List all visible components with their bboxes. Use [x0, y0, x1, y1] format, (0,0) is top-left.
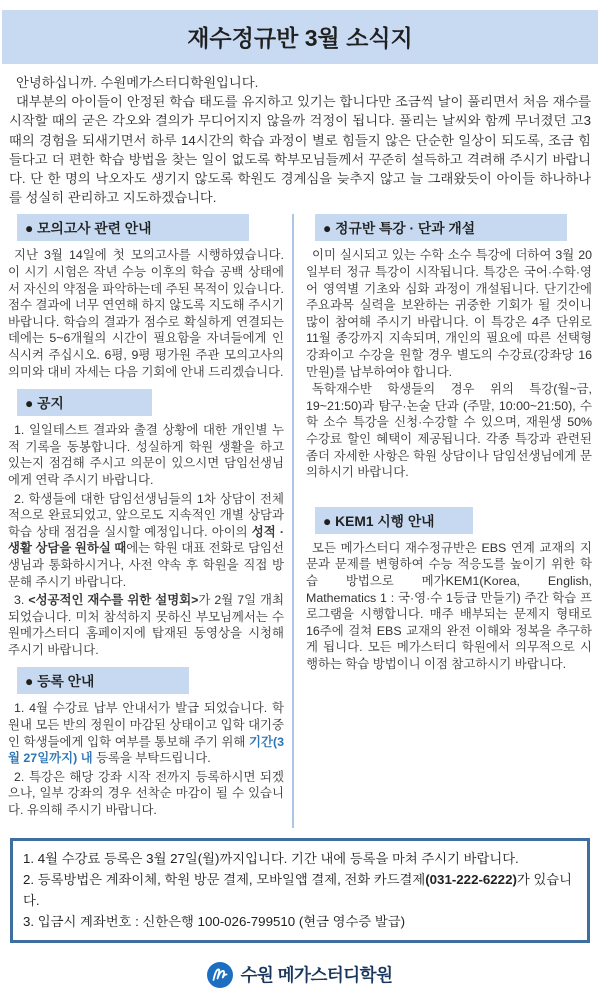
registration-heading: ● 등록 안내 [17, 667, 189, 694]
mock-exam-body: 지난 3월 14일에 첫 모의고사를 시행하였습니다. 이 시기 시험은 작년 수능 이후의 학습 공백 상태에서 자신의 약점을 파악하는데 주된 목적이 있습니다. 점수 결과에 너무 연연해 하지 않도록 지도해 주시기 바랍니다. 학습의 결과가 점수로 확실하게 연결되는 데에는 5~6개월의 시간이 필요함을 자녀들에게 인식시켜 주십시오. 6평, 9평 평가원 주관 모의고사의 의미와 대비 자세는 다음 기회에 안내 드리겠습니다. [8, 248, 284, 379]
notice-heading: ● 공지 [17, 389, 152, 416]
notice-item-1: 1. 일일테스트 결과와 출결 상황에 대한 개인별 누적 기록을 동봉합니다. 성실하게 학원 생활을 하고 있는지 점검해 주시고 의문이 있으시면 담임선생님에게 연락 주시기 바랍니다. [8, 423, 284, 487]
content-columns [8, 214, 592, 827]
left-column [8, 214, 292, 827]
mock-exam-heading: ● 모의고사 관련 안내 [17, 214, 249, 241]
footer [0, 962, 600, 988]
mock-exam-section [8, 214, 284, 380]
notice-item-3: 3. <성공적인 재수를 위한 설명회>가 2월 7일 개최되었습니다. 미처 참석하지 못하신 부모님께서는 수원메가스터디 홈페이지에 탑재된 동영상을 시청해 주시기 바랍니다. [8, 593, 284, 657]
notice-section [8, 389, 284, 658]
notice-item-2: 2. 학생들에 대한 담임선생님들의 1차 상담이 전체적으로 완료되었고, 앞으로도 지속적인 개별 상담과 학습 상태 점검을 실시할 예정입니다. 아이의 성적 · 생활 상담을 원하실 때에는 학원 대표 전화로 담임선생님과 통화하시거나, 사전 약속 후 학원을 직접 방문해 주시기 바랍니다. [8, 491, 284, 589]
intro-paragraph: 대부분의 아이들이 안정된 학습 태도를 유지하고 있기는 합니다만 조금씩 날이 풀리면서 처음 재수를 시작할 때의 굳은 각오와 결의가 무디어지지 않을까 걱정이 됩니다. 풀리는 날씨와 함께 무너졌던 고3때의 경험을 되새기면서 하루 14시간의 학습 과정이 별로 힘들지 않은 단순한 일상이 되도록, 조금 힘들다고 더 편한 학습 방법을 찾는 일이 없도록 학부모님들께서 꾸준히 설득하고 격려해 주시기 바랍니다. 단 한 명의 낙오자도 생기지 않도록 학원도 경계심을 늦추지 않고 늘 그래왔듯이 아이들 하나하나를 성실히 관리하고 지도하겠습니다. [9, 94, 591, 206]
payment-line-1: 1. 4월 수강료 등록은 3월 27일(월)까지입니다. 기간 내에 등록을 마쳐 주시기 바랍니다. [23, 850, 519, 866]
registration-section [8, 667, 284, 818]
greeting-text: 안녕하십니까. 수원메가스터디학원입니다. [16, 75, 259, 90]
newsletter-page [0, 10, 600, 986]
kem1-section [306, 507, 592, 673]
registration-item-2: 2. 특강은 해당 강좌 시작 전까지 등록하시면 되겠으나, 일부 강좌의 경우 선착순 마감이 될 수 있습니다. 유의해 주시기 바랍니다. [8, 769, 284, 818]
kem1-body: 모든 메가스터디 재수정규반은 EBS 연계 교재의 지문과 문제를 변형하여 수능 적응도를 높이기 위한 학습 방법으로 메가KEM1(Korea, English, Mathematics 1 : 국·영·수 1등급 만들기) 주간 학습 프로그램을 시행합니다. 매주 배부되는 문제지 형태로 16주에 걸쳐 EBS 교재의 완전 이해와 정복을 추구하게 됩니다. 모든 메가스터디 학원에서 의무적으로 시행하는 학습 방법이니 이점 참고하시기 바랍니다. [306, 540, 592, 671]
kem1-heading: ● KEM1 시행 안내 [315, 507, 473, 534]
special-lecture-para-1: 이미 실시되고 있는 수학 소수 특강에 더하여 3월 20일부터 정규 특강이 시작됩니다. 특강은 국어·수학·영어 영역별 기초와 심화 과정이 개설됩니다. 단기간에 주요과목 실력을 보완하는 귀중한 기회가 될 것이니 많이 참여해 주시기 바랍니다. 이 특강은 4주 단위로 11월 종강까지 지속되며, 개인의 필요에 따른 선택형 강좌이고 수강을 원할 경우 별도의 수강료(강좌당 16만원)를 납부하여야 합니다. [306, 248, 592, 379]
title-banner [2, 10, 598, 64]
megastudy-logo-icon [207, 962, 233, 988]
payment-line-3: 3. 입금시 계좌번호 : 신한은행 100-026-799510 (현금 영수증 발급) [23, 913, 405, 929]
page-title: 재수정규반 3월 소식지 [187, 25, 413, 51]
special-lecture-para-2: 독학재수반 학생들의 경우 위의 특강(월~금, 19~21:50)과 탐구·논술 단과 (주말, 10:00~21:50), 수학 소수 특강을 신청·수강할 수 있으며, 재원생 50% 수강료 할인 혜택이 제공됩니다. 각종 특강과 관련된 좀더 자세한 사항은 학원 상담이나 담임선생님에게 문의하시기 바랍니다. [306, 382, 592, 480]
special-lecture-heading: ● 정규반 특강 · 단과 개설 [315, 214, 567, 241]
intro-section [9, 73, 591, 207]
right-column [292, 214, 592, 827]
payment-line-2: 2. 등록방법은 계좌이체, 학원 방문 결제, 모바일앱 결제, 전화 카드결제(031-222-6222)가 있습니다. [23, 871, 572, 908]
registration-item-1: 1. 4월 수강료 납부 안내서가 발급 되었습니다. 학원내 모든 반의 정원이 마감된 상태이고 입학 대기중인 학생들에게 입학 여부를 통보해 주기 위해 기간(3월 27일까지) 내 등록을 부탁드립니다. [8, 701, 284, 766]
special-lecture-section [306, 214, 592, 480]
brand-name: 수원 메가스터디학원 [240, 965, 393, 986]
payment-info-box [10, 838, 590, 943]
